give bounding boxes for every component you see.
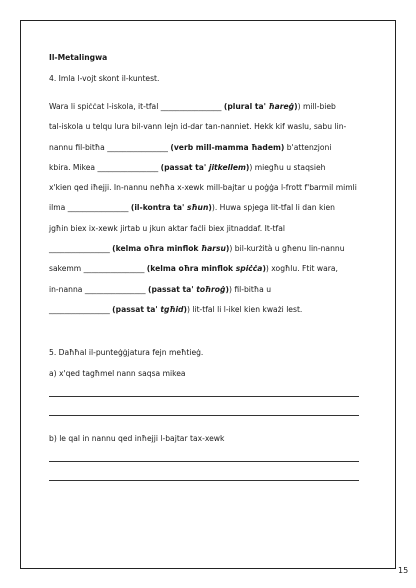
paragraph-line-1: Wara li spiċċat l-iskola, it-tfal ________________ (plural ta' ħareġ)) mill-bieb xyxy=(49,102,336,111)
paragraph-line-4: kbira. Mikea ________________ (passat ta' jitkellem)) miegħu u staqsieh xyxy=(49,162,326,172)
blank-3[interactable]: ________________ xyxy=(97,162,159,172)
blank-7[interactable]: ________________ xyxy=(84,284,146,294)
question-4-instruction: 4. Imla l-vojt skont il-kuntest. xyxy=(49,74,160,83)
cloze-paragraph xyxy=(49,97,379,320)
blank-2[interactable]: ________________ xyxy=(107,142,168,152)
blank-1[interactable]: ________________ xyxy=(160,102,222,111)
paragraph-line-5: x'kien qed iħejji. In-nannu neħħa x-xewk mill-bajtar u poġġa l-frott f'barmil mimli xyxy=(49,183,357,193)
answer-lines-5b xyxy=(49,461,379,481)
paragraph-line-8: ________________ (kelma oħra minflok ħarsu)) bil-kurżità u għenu lin-nannu xyxy=(49,244,345,254)
paragraph-line-7: jgħin biex ix-xewk jirtab u jkun aktar faċli biex jitnaddaf. It-tfal xyxy=(49,223,285,233)
worksheet-content xyxy=(49,53,379,481)
question-5a-prompt: a) x'qed tagħmel nann saqsa mikea xyxy=(49,369,186,379)
worksheet-page xyxy=(20,20,396,569)
blank-4[interactable]: ________________ xyxy=(67,203,129,213)
paragraph-line-9: sakemm ________________ (kelma oħra minflok spiċċa)) xogħlu. Ftit wara, xyxy=(49,264,338,274)
blank-5[interactable]: ________________ xyxy=(49,244,110,254)
answer-line[interactable] xyxy=(49,461,359,462)
answer-lines-5a xyxy=(49,396,379,416)
paragraph-line-6: ilma ________________ (il-kontra ta' sħun)). Huwa spjega lit-tfal li dan kien xyxy=(49,203,335,213)
paragraph-line-2: tal-iskola u telqu lura bil-vann lejn id-dar tan-nanniet. Hekk kif waslu, sabu lin- xyxy=(49,122,347,132)
paragraph-line-10: in-nanna ________________ (passat ta' toħroġ)) fil-bitħa u xyxy=(49,284,272,294)
page-number: 15 xyxy=(398,566,409,575)
question-5b-prompt: b) le qal in nannu qed inħejji l-bajtar tax-xewk xyxy=(49,434,225,444)
answer-line[interactable] xyxy=(49,480,359,481)
paragraph-line-11: ________________ (passat ta' tgħid)) lit-tfal li l-ikel kien kważi lest. xyxy=(49,304,303,314)
blank-6[interactable]: ________________ xyxy=(83,264,145,274)
blank-8[interactable]: ________________ xyxy=(49,304,110,314)
paragraph-line-3: nannu fil-bitħa ________________ (verb mill-mamma ħadem) b'attenzjoni xyxy=(49,142,332,152)
question-5-instruction: 5. Daħħal il-punteġġjatura fejn meħtieġ. xyxy=(49,348,204,358)
answer-line[interactable] xyxy=(49,396,359,397)
section-heading: Il-Metalingwa xyxy=(49,53,108,62)
answer-line[interactable] xyxy=(49,415,359,416)
